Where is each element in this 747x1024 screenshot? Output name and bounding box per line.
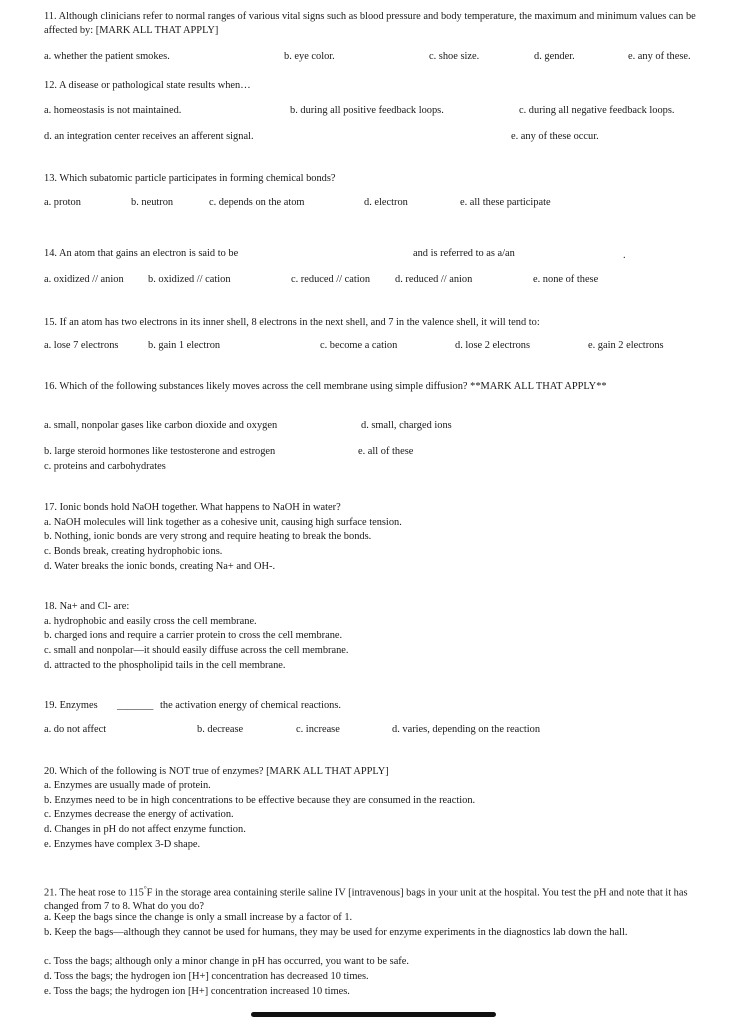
q16-option-b: b. large steroid hormones like testosterone and estrogen [44, 446, 276, 457]
q18-option-c: c. small and nonpolar—it should easily diffuse across the cell membrane. [44, 645, 349, 656]
q12-option-a: a. homeostasis is not maintained. [44, 105, 182, 116]
q15-option-a: a. lose 7 electrons [44, 340, 119, 351]
q21-option-c: c. Toss the bags; although only a minor change in pH has occurred, you want to be safe. [44, 956, 409, 967]
q14-stem-part2: and is referred to as a/an [413, 248, 515, 259]
q14-stem-end: . [623, 250, 626, 261]
q12-option-e: e. any of these occur. [511, 131, 599, 142]
q21-option-b: b. Keep the bags—although they cannot be used for humans, they may be used for enzyme experiments in the diagnostics lab down the hall. [44, 927, 628, 938]
q12-option-c: c. during all negative feedback loops. [519, 105, 675, 116]
q17-option-d: d. Water breaks the ionic bonds, creating Na+ and OH-. [44, 561, 276, 572]
q19-blank: _______ [117, 700, 154, 711]
q19-option-a: a. do not affect [44, 724, 107, 735]
q14-option-d: d. reduced // anion [395, 274, 473, 285]
q19-stem-part2: the activation energy of chemical reactions. [160, 700, 341, 711]
q20-stem: 20. Which of the following is NOT true of enzymes? [MARK ALL THAT APPLY] [44, 766, 389, 777]
q11-option-d: d. gender. [534, 51, 575, 62]
q19-stem-part1: 19. Enzymes [44, 700, 98, 711]
q14-option-e: e. none of these [533, 274, 599, 285]
q15-option-e: e. gain 2 electrons [588, 340, 664, 351]
q13-option-d: d. electron [364, 197, 408, 208]
q14-option-a: a. oxidized // anion [44, 274, 124, 285]
q13-stem: 13. Which subatomic particle participates in forming chemical bonds? [44, 173, 336, 184]
q16-option-c: c. proteins and carbohydrates [44, 461, 166, 472]
q13-option-b: b. neutron [131, 197, 174, 208]
q16-stem: 16. Which of the following substances likely moves across the cell membrane using simple diffusion? **MARK ALL THAT APPLY** [44, 381, 607, 392]
q13-option-a: a. proton [44, 197, 81, 208]
q14-stem-part1: 14. An atom that gains an electron is said to be [44, 248, 239, 259]
q12-stem: 12. A disease or pathological state results when… [44, 80, 251, 91]
q18-option-b: b. charged ions and require a carrier protein to cross the cell membrane. [44, 630, 343, 641]
q15-option-d: d. lose 2 electrons [455, 340, 531, 351]
q15-stem: 15. If an atom has two electrons in its inner shell, 8 electrons in the next shell, and 7 in the valence shell, it will tend to: [44, 317, 540, 328]
q21-stem [44, 882, 704, 914]
q21-stem-part1: 21. The heat rose to 115 [44, 887, 144, 899]
q13-option-e: e. all these participate [460, 197, 551, 208]
q11-option-c: c. shoe size. [429, 51, 480, 62]
q21-option-d: d. Toss the bags; the hydrogen ion [H+] concentration has decreased 10 times. [44, 971, 369, 982]
q19-option-d: d. varies, depending on the reaction [392, 724, 541, 735]
q17-option-c: c. Bonds break, creating hydrophobic ions. [44, 546, 223, 557]
q21-option-a: a. Keep the bags since the change is only a small increase by a factor of 1. [44, 912, 353, 923]
q17-stem: 17. Ionic bonds hold NaOH together. What happens to NaOH in water? [44, 502, 341, 513]
q20-option-d: d. Changes in pH do not affect enzyme function. [44, 824, 246, 835]
q19-option-c: c. increase [296, 724, 340, 735]
q18-stem: 18. Na+ and Cl- are: [44, 601, 130, 612]
q16-option-a: a. small, nonpolar gases like carbon dioxide and oxygen [44, 420, 278, 431]
q17-option-b: b. Nothing, ionic bonds are very strong and require heating to break the bonds. [44, 531, 372, 542]
q19-option-b: b. decrease [197, 724, 244, 735]
q18-option-a: a. hydrophobic and easily cross the cell membrane. [44, 616, 257, 627]
q12-option-d: d. an integration center receives an afferent signal. [44, 131, 254, 142]
q11-option-b: b. eye color. [284, 51, 335, 62]
q20-option-a: a. Enzymes are usually made of protein. [44, 780, 211, 791]
q12-option-b: b. during all positive feedback loops. [290, 105, 444, 116]
q14-option-b: b. oxidized // cation [148, 274, 231, 285]
q21-stem-part2: F in the storage area containing sterile saline IV [intravenous] bags in your unit at the hospital. You test the pH and note that it has changed from 7 to 8. What do you do? [44, 887, 688, 913]
q11-option-e [44, 50, 694, 64]
q21-option-e: e. Toss the bags; the hydrogen ion [H+] concentration increased 10 times. [44, 986, 350, 997]
q17-option-a: a. NaOH molecules will link together as a cohesive unit, causing high surface tension. [44, 517, 402, 528]
q20-option-c: c. Enzymes decrease the energy of activation. [44, 809, 234, 820]
q20-option-e: e. Enzymes have complex 3-D shape. [44, 839, 201, 850]
q14-option-c: c. reduced // cation [291, 274, 371, 285]
home-indicator[interactable] [251, 1012, 496, 1017]
q18-option-d: d. attracted to the phospholipid tails in the cell membrane. [44, 660, 286, 671]
q21-degree: ° [143, 885, 147, 893]
q16-option-d: d. small, charged ions [361, 420, 452, 431]
q13-option-c: c. depends on the atom [209, 197, 305, 208]
q20-option-b: b. Enzymes need to be in high concentrations to be effective because they are consumed in the reaction. [44, 795, 476, 806]
q11-stem: 11. Although clinicians refer to normal ranges of various vital signs such as blood pressure and body temperature, the maximum and minimum values can be affected by: [MARK ALL THAT APPLY] [44, 11, 696, 36]
q11-option-e-text: e. any of these. [628, 51, 691, 62]
q11-option-a: a. whether the patient smokes. [44, 51, 170, 62]
q15-option-c: c. become a cation [320, 340, 398, 351]
q15-option-b: b. gain 1 electron [148, 340, 221, 351]
q16-option-e: e. all of these [358, 446, 414, 457]
